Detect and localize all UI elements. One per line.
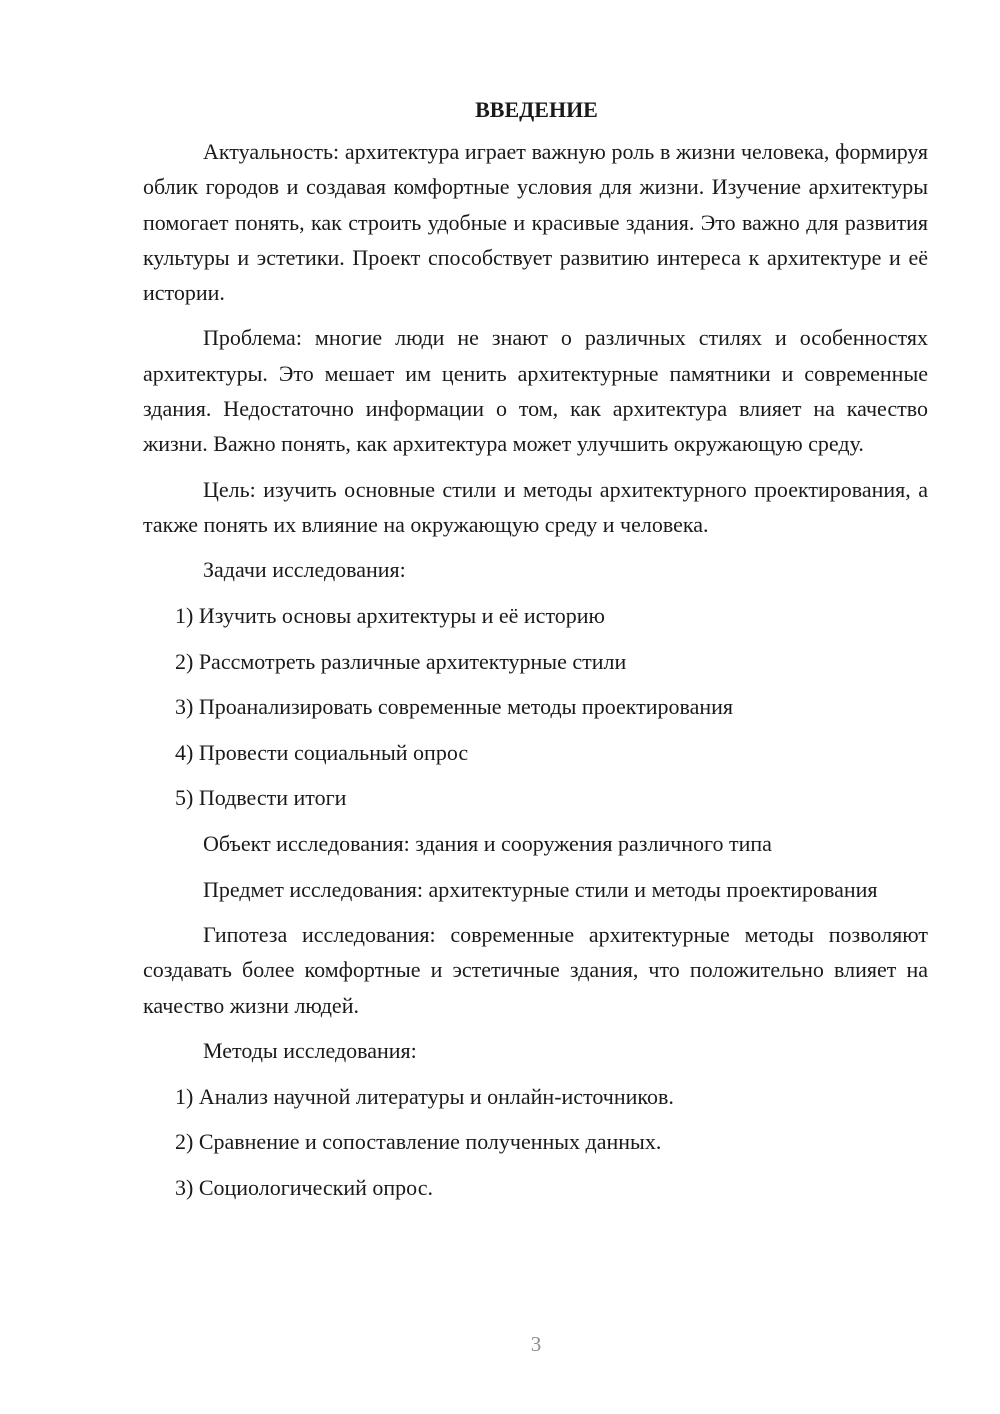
document-page [143,92,928,1215]
object-paragraph: Объект исследования: здания и сооружения различного типа [203,830,772,856]
relevance-paragraph: Актуальность: архитектура играет важную роль в жизни человека, формируя облик городов и создавая комфортные условия для жизни. Изучение архитектуры помогает понять, как строить удобные и красивые здания. Это важно для развития культуры и эстетики. Проект способствует развитию интереса к архитектуре и её истории. [143,139,928,306]
list-item: 4) Провести социальный опрос [175,739,469,765]
page-title: ВВЕДЕНИЕ [475,97,598,122]
tasks-list [143,598,928,816]
list-item: 1) Анализ научной литературы и онлайн-источников. [175,1083,674,1109]
methods-list [143,1079,928,1206]
hypothesis-paragraph: Гипотеза исследования: современные архитектурные методы позволяют создавать более комфортные и эстетичные здания, что положительно влияет на качество жизни людей. [143,922,928,1018]
list-item: 2) Сравнение и сопоставление полученных данных. [175,1129,662,1155]
subject-paragraph: Предмет исследования: архитектурные стили и методы проектирования [203,876,878,902]
list-item: 5) Подвести итоги [175,785,347,811]
list-item: 3) Социологический опрос. [175,1174,433,1200]
list-item: 1) Изучить основы архитектуры и её историю [175,603,605,629]
list-item: 3) Проанализировать современные методы проектирования [175,694,734,720]
problem-paragraph: Проблема: многие люди не знают о различных стилях и особенностях архитектуры. Это мешает им ценить архитектурные памятники и современные здания. Недостаточно информации о том, как архитектура влияет на качество жизни. Важно понять, как архитектура может улучшить окружающую среду. [143,325,928,457]
goal-paragraph: Цель: изучить основные стили и методы архитектурного проектирования, а также понять их влияние на окружающую среду и человека. [143,476,928,537]
tasks-title: Задачи исследования: [203,557,406,583]
methods-title: Методы исследования: [203,1037,417,1063]
page-number: 3 [530,1332,542,1356]
list-item: 2) Рассмотреть различные архитектурные стили [175,648,627,674]
